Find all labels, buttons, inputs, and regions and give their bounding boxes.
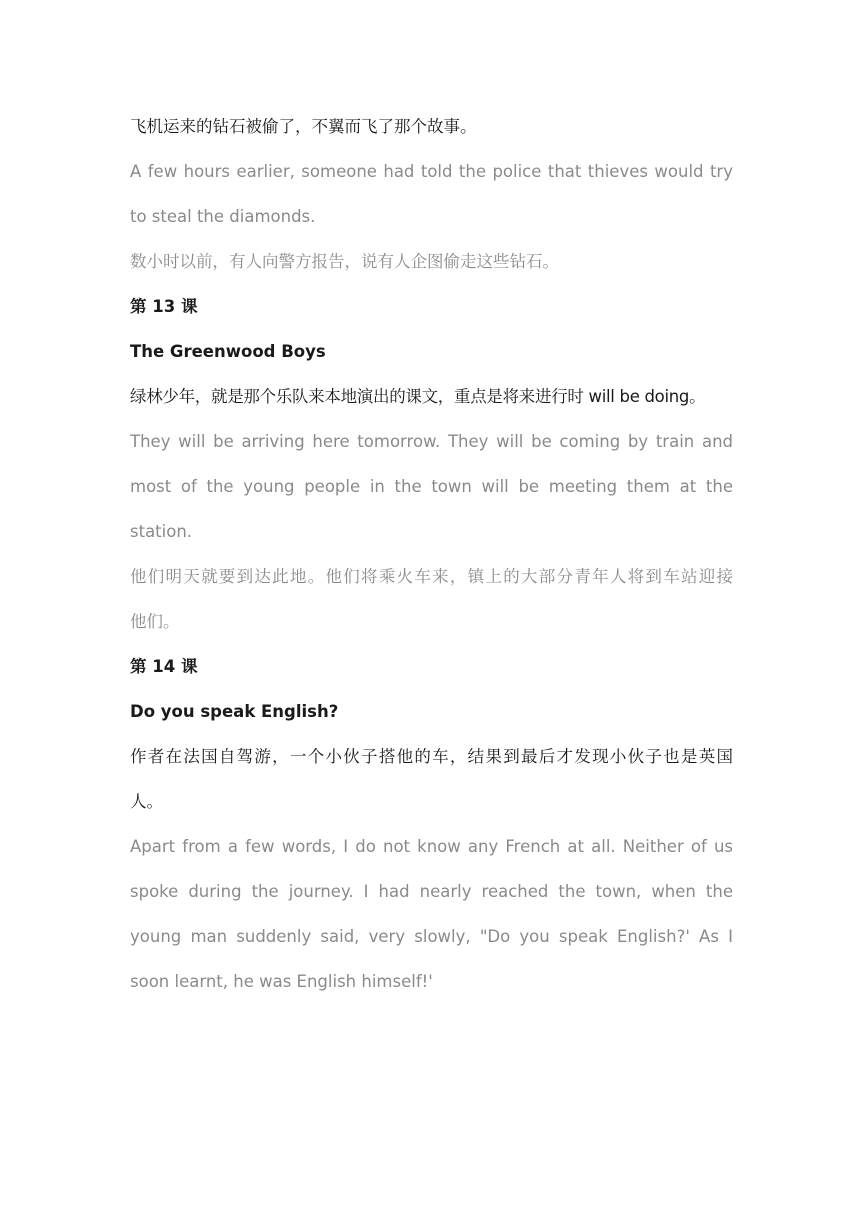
lesson13-summary-cn: 绿林少年，就是那个乐队来本地演出的课文，重点是将来进行时 will be doing。 xyxy=(130,387,706,406)
lesson13-title: The Greenwood Boys xyxy=(130,342,326,361)
lesson13-example-en-line-1: They will be arriving here tomorrow. They will be coming by train and xyxy=(130,432,733,451)
lesson13-example-en-line-2: most of the young people in the town will be meeting them at the xyxy=(130,477,733,496)
lesson14-example-en-line-1: Apart from a few words, I do not know any French at all. Neither of us xyxy=(130,837,733,856)
lesson14-example-en-line-3: young man suddenly said, very slowly, "Do you speak English?' As I xyxy=(130,927,733,946)
lesson12-example-en-line-1: A few hours earlier, someone had told the police that thieves would try xyxy=(130,162,733,181)
lesson13-example-cn-line-2: 他们。 xyxy=(130,612,180,631)
lesson12-example-cn: 数小时以前，有人向警方报告，说有人企图偷走这些钻石。 xyxy=(130,252,559,271)
lesson14-summary-cn-line-2: 人。 xyxy=(130,792,163,811)
lesson13-example-cn-line-1: 他们明天就要到达此地。他们将乘火车来，镇上的大部分青年人将到车站迎接 xyxy=(130,567,733,586)
lesson14-example-en-line-2: spoke during the journey. I had nearly reached the town, when the xyxy=(130,882,733,901)
lesson12-example-en-line-2: to steal the diamonds. xyxy=(130,207,316,226)
lesson14-summary-cn-line-1: 作者在法国自驾游，一个小伙子搭他的车，结果到最后才发现小伙子也是英国 xyxy=(130,747,733,766)
lesson14-example-en-line-4: soon learnt, he was English himself!' xyxy=(130,972,433,991)
lesson13-heading: 第 13 课 xyxy=(130,297,198,316)
lesson13-example-en-line-3: station. xyxy=(130,522,193,541)
lesson12-summary-cn: 飞机运来的钻石被偷了，不翼而飞了那个故事。 xyxy=(130,117,477,136)
lesson14-title: Do you speak English? xyxy=(130,702,339,721)
lesson14-heading: 第 14 课 xyxy=(130,657,198,676)
